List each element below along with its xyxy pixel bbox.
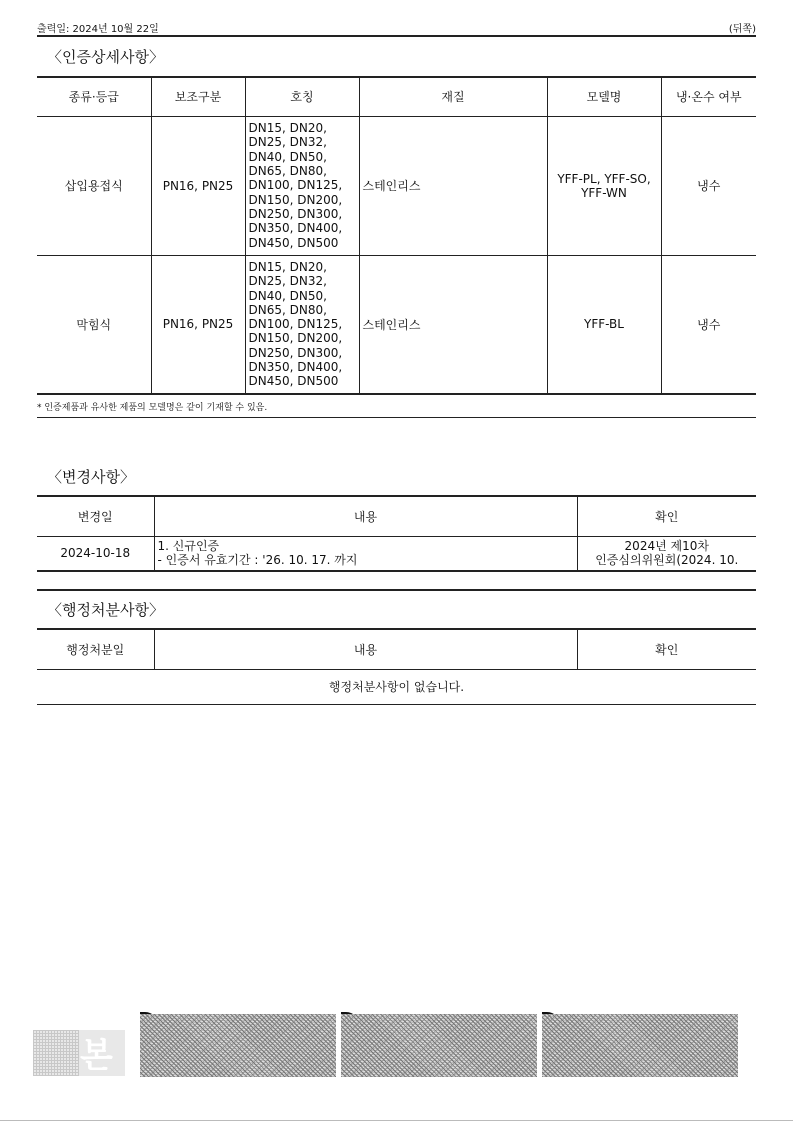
row-type: 삽입용접식 xyxy=(37,116,151,255)
header-divider xyxy=(37,35,756,37)
table-row xyxy=(37,116,756,255)
col-admin-confirm: 확인 xyxy=(577,629,756,669)
col-water: 냉·온수 여부 xyxy=(661,77,756,116)
original-stamp-text: 본 xyxy=(80,1036,113,1076)
cert-details-header-row xyxy=(37,77,756,116)
print-date: 출력일: 2024년 10월 22일 xyxy=(37,24,159,35)
col-type: 종류·등급 xyxy=(37,77,151,116)
col-material: 재질 xyxy=(359,77,547,116)
admin-title: 〈행정처분사항〉 xyxy=(47,601,164,619)
verification-code-2 xyxy=(341,1014,537,1077)
cert-note: * 인증제품과 유사한 제품의 모델명은 같이 기재할 수 있음. xyxy=(37,403,268,413)
section-divider xyxy=(37,589,756,591)
row-sizes: DN15, DN20, DN25, DN32, DN40, DN50, DN65, DN80, DN100, DN125, DN150, DN200, DN250, DN300, DN350, DN400, DN450, DN500 xyxy=(245,116,359,255)
col-size: 호칭 xyxy=(245,77,359,116)
row-sub: PN16, PN25 xyxy=(151,116,245,255)
col-admin-date: 행정처분일 xyxy=(37,629,154,669)
row-model: YFF-BL xyxy=(547,255,661,394)
col-change-date: 변경일 xyxy=(37,496,154,536)
row-material: 스테인리스 xyxy=(359,116,547,255)
change-confirm: 2024년 제10차 인증심의위원회(2024. 10. xyxy=(577,536,756,571)
change-content: 1. 신규인증 - 인증서 유효기간 : '26. 10. 17. 까지 xyxy=(154,536,577,571)
changes-header-row xyxy=(37,496,756,536)
cert-details-table xyxy=(37,76,756,395)
page-side-label: (뒤쪽) xyxy=(728,24,756,35)
col-sub: 보조구분 xyxy=(151,77,245,116)
row-model: YFF-PL, YFF-SO, YFF-WN xyxy=(547,116,661,255)
row-sub: PN16, PN25 xyxy=(151,255,245,394)
stamp-pattern xyxy=(33,1030,79,1076)
verification-code-1 xyxy=(140,1014,336,1077)
row-sizes: DN15, DN20, DN25, DN32, DN40, DN50, DN65, DN80, DN100, DN125, DN150, DN200, DN250, DN300, DN350, DN400, DN450, DN500 xyxy=(245,255,359,394)
col-change-confirm: 확인 xyxy=(577,496,756,536)
row-type: 막힘식 xyxy=(37,255,151,394)
admin-table xyxy=(37,628,756,705)
table-row xyxy=(37,255,756,394)
section-divider xyxy=(37,417,756,418)
table-row xyxy=(37,669,756,704)
col-model: 모델명 xyxy=(547,77,661,116)
row-water: 냉수 xyxy=(661,255,756,394)
verification-code-3 xyxy=(542,1014,738,1077)
col-admin-content: 내용 xyxy=(154,629,577,669)
change-date: 2024-10-18 xyxy=(37,536,154,571)
footer-divider xyxy=(0,1120,793,1121)
row-water: 냉수 xyxy=(661,116,756,255)
row-material: 스테인리스 xyxy=(359,255,547,394)
changes-table xyxy=(37,495,756,572)
admin-empty-message: 행정처분사항이 없습니다. xyxy=(37,669,756,704)
table-row xyxy=(37,536,756,571)
cert-details-title: 〈인증상세사항〉 xyxy=(47,48,164,66)
col-change-content: 내용 xyxy=(154,496,577,536)
admin-header-row xyxy=(37,629,756,669)
changes-title: 〈변경사항〉 xyxy=(47,468,135,486)
